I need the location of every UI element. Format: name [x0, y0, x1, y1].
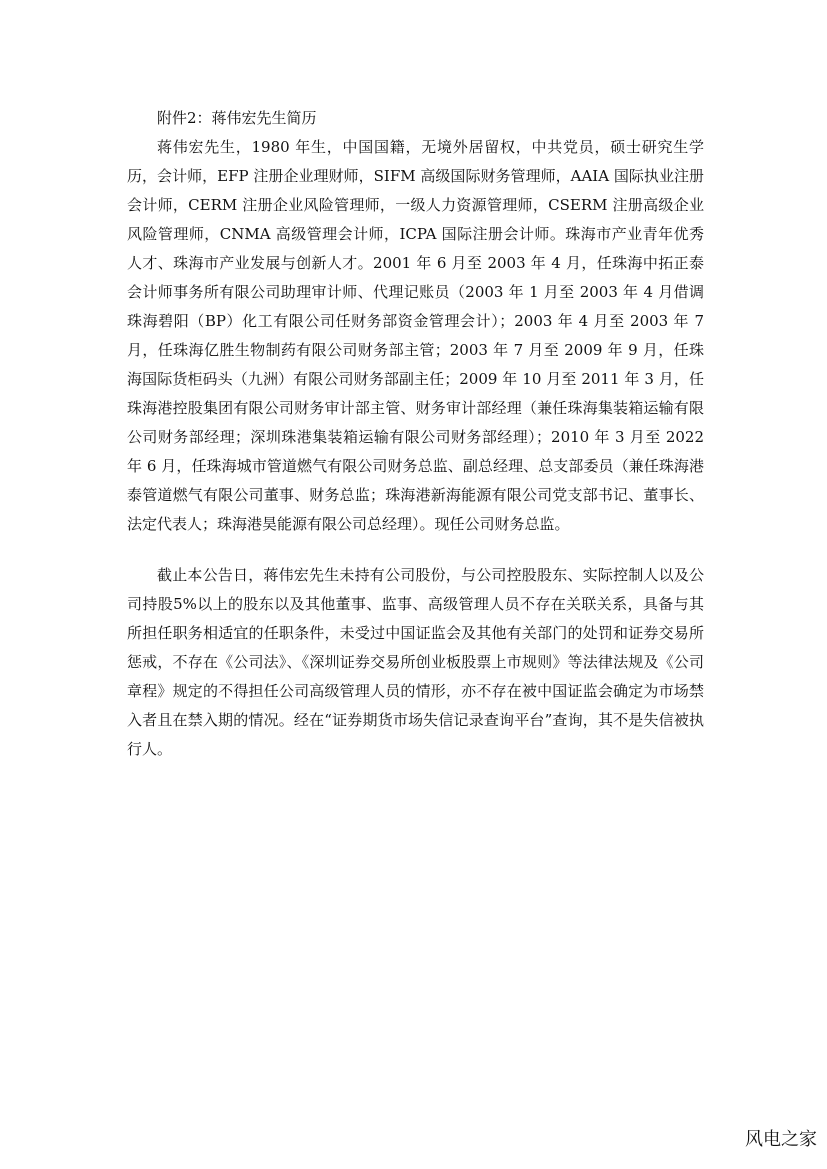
document-title: 附件2：蒋伟宏先生简历 [157, 109, 317, 127]
document-body [127, 104, 704, 764]
resume-paragraph: 蒋伟宏先生，1980 年生，中国国籍，无境外居留权，中共党员，硕士研究生学历，会计师，EFP 注册企业理财师，SIFM 高级国际财务管理师，AAIA 国际执业注册会计师，CERM 注册企业风险管理师，一级人力资源管理师，CSERM 注册高级企业风险管理师，CNMA 高级管理会计师，ICPA 国际注册会计师。珠海市产业青年优秀人才、珠海市产业发展与创新人才。2001 年 6 月至 2003 年 4 月，任珠海中拓正泰会计师事务所有限公司助理审计师、代理记账员（2003 年 1 月至 2003 年 4 月借调珠海碧阳（BP）化工有限公司任财务部资金管理会计）；2003 年 4 月至 2003 年 7 月，任珠海亿胜生物制药有限公司财务部主管；2003 年 7 月至 2009 年 9 月，任珠海国际货柜码头（九洲）有限公司财务部副主任；2009 年 10 月至 2011 年 3 月，任珠海港控股集团有限公司财务审计部主管、财务审计部经理（兼任珠海集装箱运输有限公司财务部经理；深圳珠港集装箱运输有限公司财务部经理）；2010 年 3 月至 2022 年 6 月，任珠海城市管道燃气有限公司财务总监、副总经理、总支部委员（兼任珠海港泰管道燃气有限公司董事、财务总监；珠海港新海能源有限公司党支部书记、董事长、法定代表人；珠海港昊能源有限公司总经理）。现任公司财务总监。 [127, 138, 704, 533]
disclosure-paragraph: 截止本公告日，蒋伟宏先生未持有公司股份，与公司控股股东、实际控制人以及公司持股5%以上的股东以及其他董事、监事、高级管理人员不存在关联关系，具备与其所担任职务相适宜的任职条件，未受过中国证监会及其他有关部门的处罚和证券交易所惩戒，不存在《公司法》、《深圳证券交易所创业板股票上市规则》等法律法规及《公司章程》规定的不得担任公司高级管理人员的情形，亦不存在被中国证监会确定为市场禁入者且在禁入期的情况。经在“证券期货市场失信记录查询平台”查询，其不是失信被执行人。 [127, 566, 704, 758]
watermark-text: 风电之家 [745, 1129, 817, 1150]
